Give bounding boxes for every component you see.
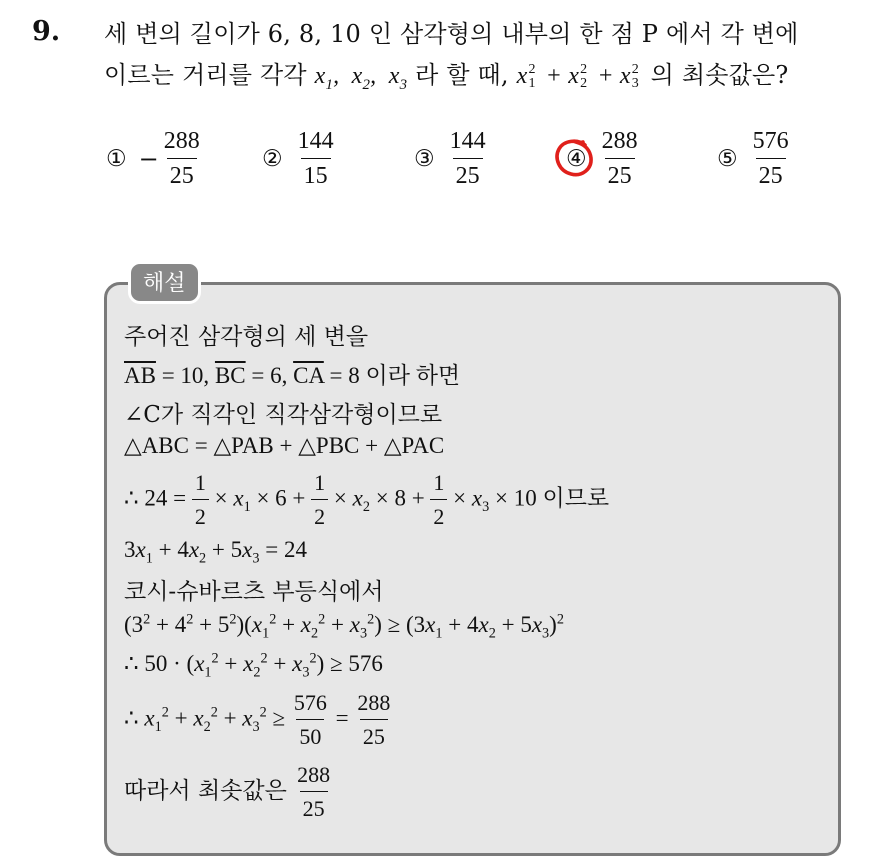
choice-fraction [161,128,203,190]
question-line-2 [104,55,788,92]
denominator: 50 [296,719,324,750]
denominator: 2 [311,499,328,530]
question-number: 9. [32,16,61,47]
numerator: 288 [601,128,638,154]
solution-conclusion: 따라서 최솟값은 [124,778,287,804]
solution-line-3: ∠C가 직각인 직각삼각형이므로 [124,402,443,428]
solution-line-5-tail: 이므로 [542,485,610,511]
answer-fraction [294,762,333,822]
answer-circle-mark-icon [552,136,598,180]
numerator: 144 [297,128,334,154]
denominator: 25 [360,719,388,750]
denominator: 25 [756,158,786,190]
half-fraction [311,470,328,530]
solution-line-2-tail: 이라 하면 [365,363,461,388]
choice-marker: ① [106,146,127,172]
choice-sign: − [138,145,159,173]
choice-marker: ⑤ [717,146,738,172]
solution-line-4: △ABC = △PAB + △PBC + △PAC [124,433,445,458]
choice-fraction [295,128,337,190]
solution-line-11 [124,762,333,822]
choice-1[interactable] [106,128,203,190]
numerator: 1 [433,470,445,495]
numerator: 576 [752,128,789,154]
solution-line-10: ∴ $x_1^2 + x_2^2 + x_3^2$ ≥ $\frac{576}{50}$ = $\frac{288}{25}$ [124,690,393,750]
numerator: 288 [297,762,331,787]
denominator: 2 [192,499,209,530]
solution-line-2: $\overline{AB} = 10$, $\overline{BC} = 6$, $\overline{CA} = 8$ 이라 하면 [124,363,461,388]
choice-2[interactable] [262,128,337,190]
solution-line-1: 주어진 삼각형의 세 변을 [124,324,369,350]
target-expression: x 2 1 + x 2 2 + x 2 3 [516,62,639,92]
denominator: 25 [300,791,328,822]
choice-fraction [599,128,641,190]
question-text-a: 이르는 거리를 각각 [104,61,307,89]
choice-fraction [750,128,792,190]
numerator: 288 [357,690,391,715]
numerator: 144 [449,128,486,154]
numerator: 288 [163,128,200,154]
half-fraction [192,470,209,530]
ratio-fraction [291,690,330,750]
choice-marker: ③ [414,146,435,172]
solution-line-6: $3x_1 + 4x_2 + 5x_3 = 24$ [124,537,307,567]
half-fraction [430,470,447,530]
question-line-1: 세 변의 길이가 6, 8, 10 인 삼각형의 내부의 한 점 P 에서 각 변에 [104,20,799,48]
denominator: 25 [167,158,197,190]
choice-marker: ② [262,146,283,172]
question-text-b: 라 할 때, [415,61,509,89]
result-fraction [354,690,393,750]
numerator: 576 [293,690,327,715]
solution-tag: 해설 [128,261,201,304]
denominator: 25 [605,158,635,190]
choice-marker: ④ [566,146,587,172]
distance-variables: $x_1$, $x_2$, $x_3$ [314,63,408,93]
choice-3[interactable] [414,128,489,190]
numerator: 1 [194,470,206,495]
question-text-c: 의 최솟값은? [650,61,789,89]
solution-line-7: 코시-슈바르츠 부등식에서 [124,579,384,605]
numerator: 1 [314,470,326,495]
solution-line-9: ∴ $50 \cdot (x_1^2 + x_2^2 + x_3^2) \ge 576$ [124,650,383,681]
denominator: 15 [301,158,331,190]
solution-line-8: $(3^2 + 4^2 + 5^2)(x_1^2 + x_2^2 + x_3^2) \ge (3x_1 + 4x_2 + 5x_3)^2$ [124,611,564,642]
denominator: 2 [430,499,447,530]
denominator: 25 [453,158,483,190]
solution-line-5: ∴ 24 = $\frac{1}{2}$ × $x_1 \times 6$ + $\frac{1}{2}$ × $x_2 \times 8$ + $\frac{1}{2}$ × $x_3 \times 10$ 이므로 [124,470,610,529]
choice-fraction [447,128,489,190]
choice-5[interactable] [717,128,792,190]
